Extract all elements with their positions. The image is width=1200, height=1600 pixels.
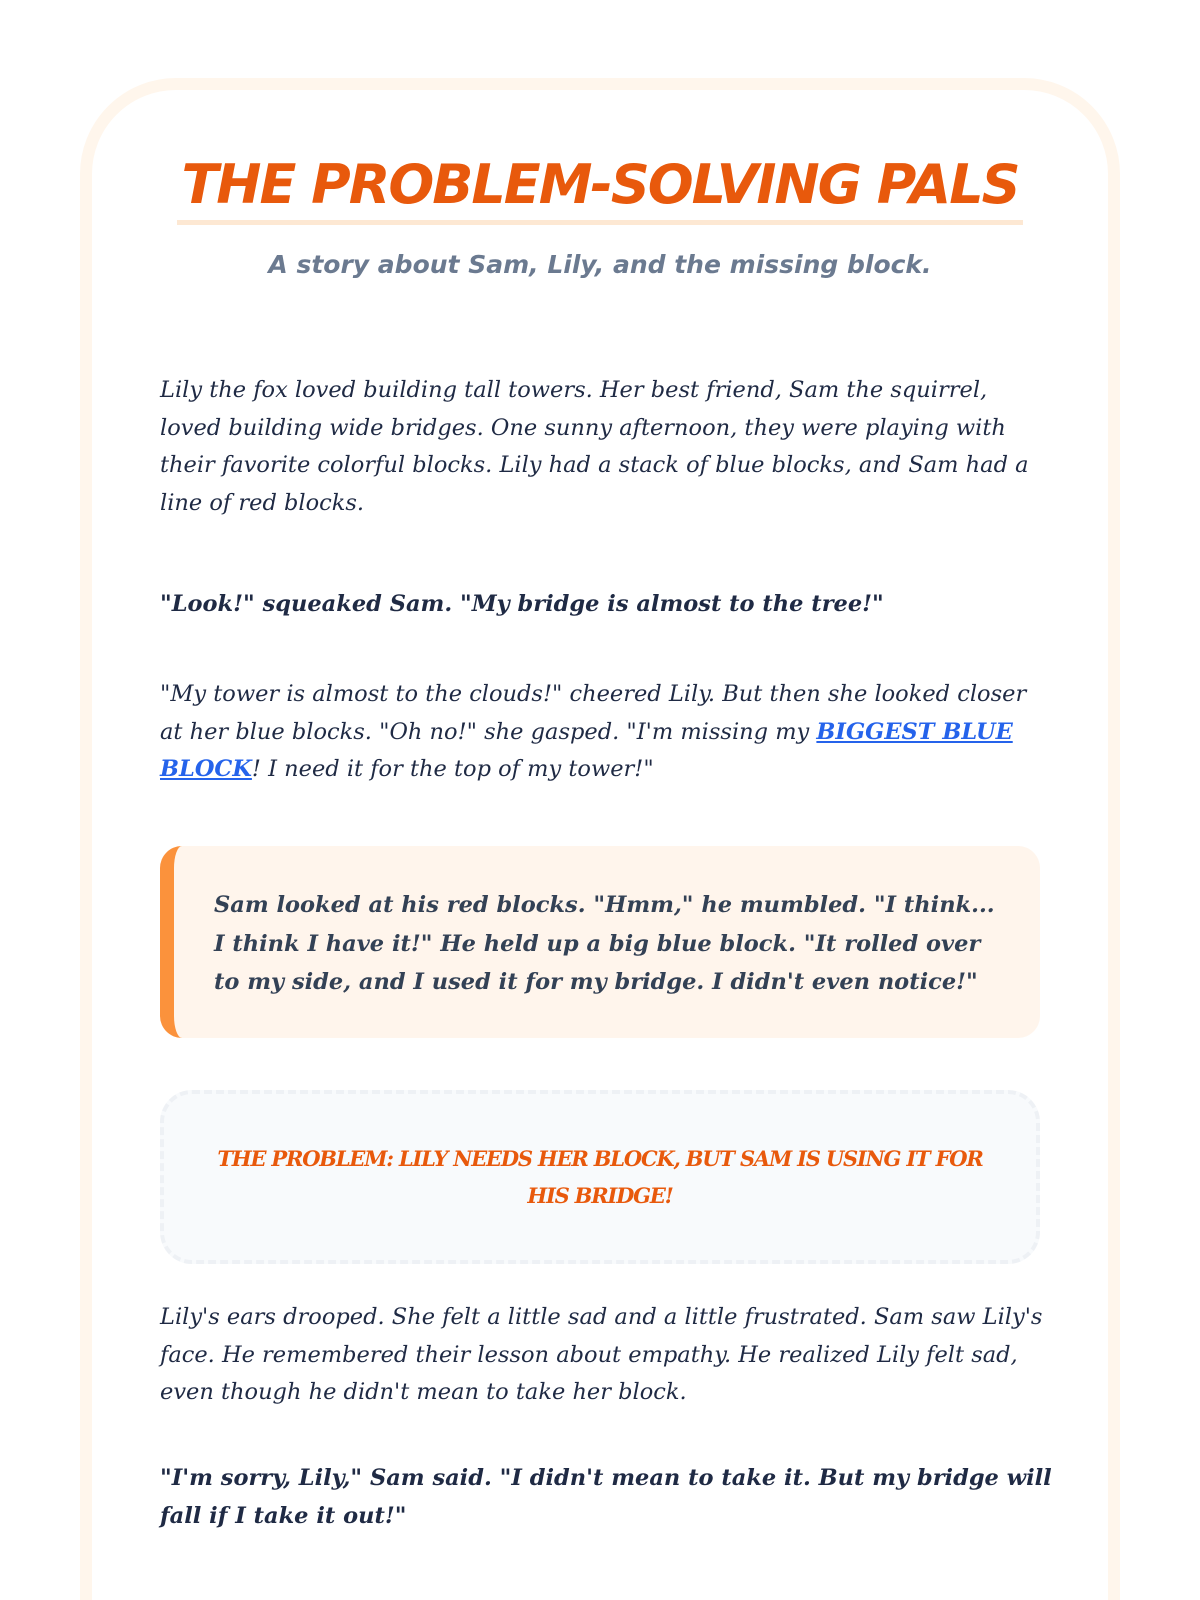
problem-callout — [160, 1090, 1040, 1264]
paragraph-3-text-after: ! I need it for the top of my tower!" — [251, 756, 654, 782]
story-paragraph-5: "I'm sorry, Lily," Sam said. "I didn't mean to take it. But my bridge will fall if I take it out!" — [160, 1465, 1052, 1529]
story-paragraph-2: "Look!" squeaked Sam. "My bridge is almost to the tree!" — [160, 591, 884, 617]
title-wrap — [0, 150, 1200, 225]
story-paragraph-4: Lily's ears drooped. She felt a little sad and a little frustrated. Sam saw Lily's face. He remembered their lesson about empathy. He realized Lily felt sad, even though he didn't mean to take her block. — [160, 1304, 1043, 1405]
story-subtitle: A story about Sam, Lily, and the missing block. — [268, 250, 932, 279]
biggest-blue-block-link[interactable]: BIGGEST BLUE BLOCK — [160, 718, 1013, 782]
story-paragraph-1: Lily the fox loved building tall towers. Her best friend, Sam the squirrel, loved building wide bridges. One sunny afternoon, they were playing with their favorite colorful blocks. Lily had a stack of blue blocks, and Sam had a line of red blocks. — [160, 377, 1029, 516]
story-title: THE PROBLEM-SOLVING PALS — [177, 150, 1022, 225]
story-paragraph-3 — [160, 676, 1052, 789]
paragraph-3-text-before: "My tower is almost to the clouds!" cheered Lily. But then she looked closer at her blue blocks. "Oh no!" she gasped. "I'm missing my — [160, 681, 1027, 745]
sam-quote-box — [160, 846, 1040, 1038]
problem-text: THE PROBLEM: LILY NEEDS HER BLOCK, BUT SAM IS USING IT FOR HIS BRIDGE! — [217, 1145, 983, 1208]
sam-quote-text: Sam looked at his red blocks. "Hmm," he mumbled. "I think... I think I have it!" He held up a big blue block. "It rolled over to my side, and I used it for my bridge. I didn't even notice!" — [214, 892, 995, 995]
